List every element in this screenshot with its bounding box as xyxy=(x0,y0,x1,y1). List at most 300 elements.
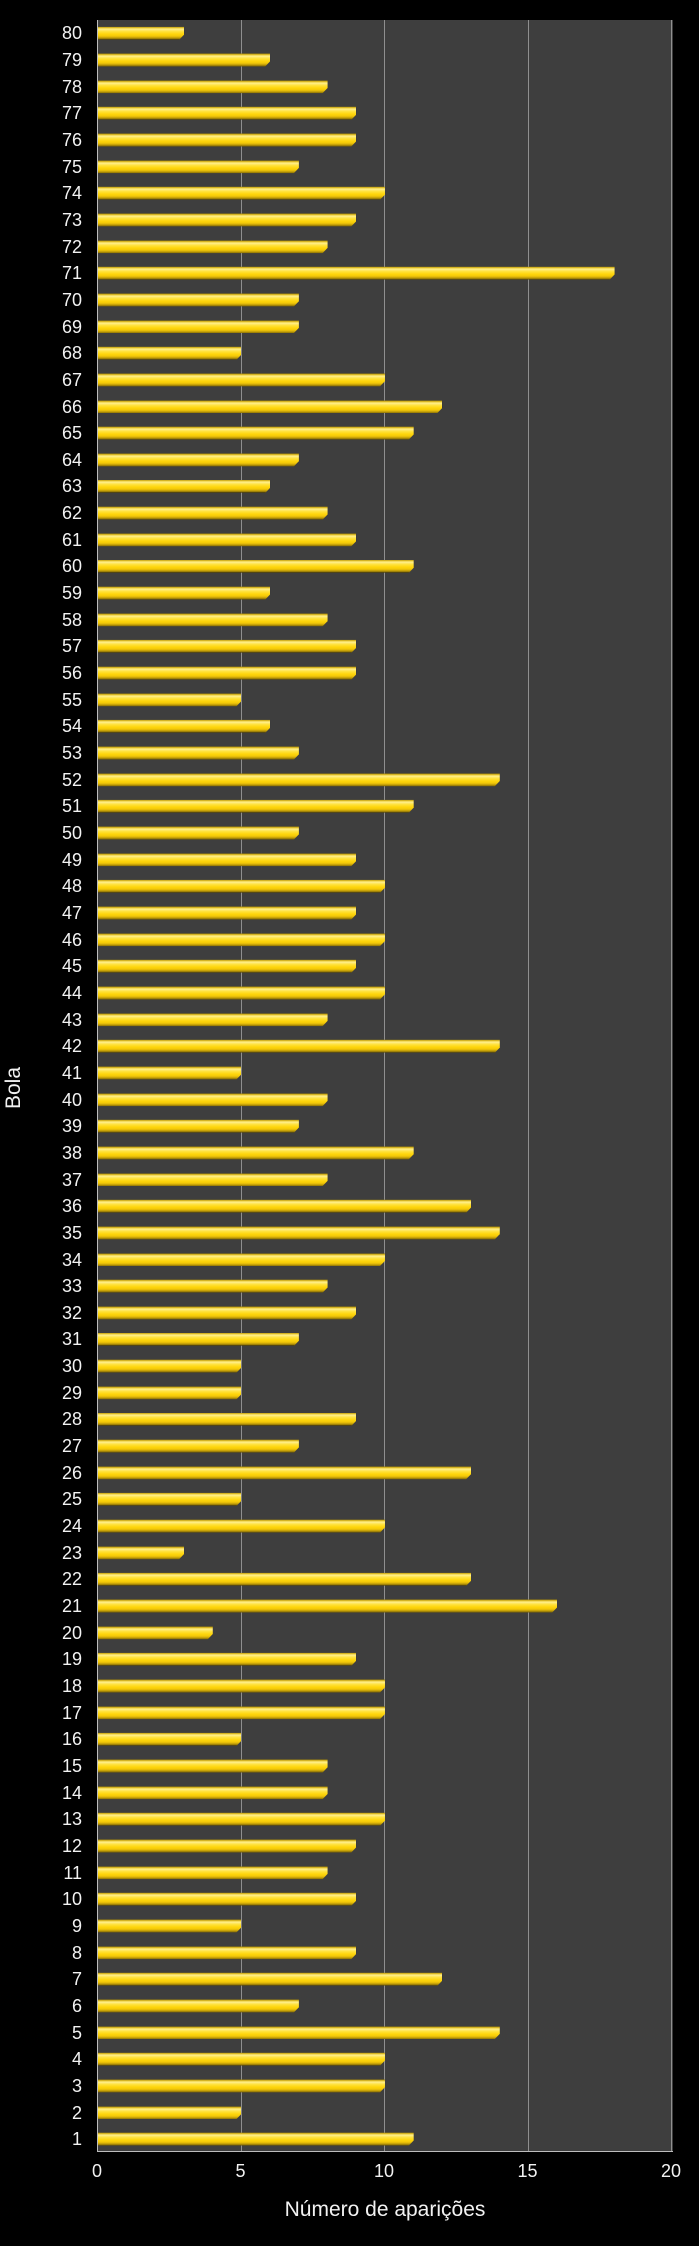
bar-track xyxy=(97,1779,673,1806)
bar-row xyxy=(0,953,673,980)
bar-row xyxy=(0,1379,673,1406)
bar-row xyxy=(0,73,673,100)
bar-track xyxy=(97,393,673,420)
bar-ball-70 xyxy=(98,293,299,306)
bar-ball-2 xyxy=(98,2106,241,2119)
bar-ball-34 xyxy=(98,1253,385,1266)
bar-track xyxy=(97,2046,673,2073)
bar-ball-20 xyxy=(98,1626,213,1639)
bar-track xyxy=(97,793,673,820)
bar-ball-21 xyxy=(98,1600,557,1613)
y-tick-label: 78 xyxy=(61,76,82,97)
bar-row xyxy=(0,1886,673,1913)
bar-track xyxy=(97,260,673,287)
bar-row xyxy=(0,233,673,260)
y-tick-label: 51 xyxy=(61,796,82,817)
y-tick-label: 29 xyxy=(61,1382,82,1403)
bar-track xyxy=(97,287,673,314)
bar-track xyxy=(97,553,673,580)
bar-row xyxy=(0,553,673,580)
bar-track xyxy=(97,686,673,713)
bar-row xyxy=(0,2073,673,2100)
bar-row xyxy=(0,2126,673,2153)
bar-track xyxy=(97,1513,673,1540)
y-tick-label: 14 xyxy=(61,1782,82,1803)
bar-track xyxy=(97,1699,673,1726)
bar-track xyxy=(97,1246,673,1273)
x-tick-label: 15 xyxy=(517,2161,538,2181)
bar-row xyxy=(0,473,673,500)
y-tick-label: 5 xyxy=(71,2022,82,2043)
bar-track xyxy=(97,207,673,234)
bar-ball-68 xyxy=(98,347,241,360)
bar-track xyxy=(97,953,673,980)
bar-row xyxy=(0,1779,673,1806)
y-tick-label: 10 xyxy=(61,1889,82,1910)
bar-track xyxy=(97,1433,673,1460)
bar-ball-35 xyxy=(98,1226,500,1239)
bar-track xyxy=(97,1566,673,1593)
bar-track xyxy=(97,820,673,847)
y-tick-label: 6 xyxy=(71,1995,82,2016)
y-tick-label: 34 xyxy=(61,1249,82,1270)
bar-row xyxy=(0,180,673,207)
bar-track xyxy=(97,73,673,100)
bar-row xyxy=(0,2019,673,2046)
bar-row xyxy=(0,1699,673,1726)
bar-track xyxy=(97,1486,673,1513)
bar-track xyxy=(97,1593,673,1620)
x-tick-label: 5 xyxy=(235,2161,246,2181)
bar-track xyxy=(97,1966,673,1993)
bar-track xyxy=(97,1406,673,1433)
bar-track xyxy=(97,1353,673,1380)
bar-row xyxy=(0,900,673,927)
bar-track xyxy=(97,526,673,553)
bar-ball-8 xyxy=(98,1946,356,1959)
bar-track xyxy=(97,1673,673,1700)
bar-row xyxy=(0,153,673,180)
y-tick-label: 31 xyxy=(61,1329,82,1350)
bar-row xyxy=(0,1273,673,1300)
bar-track xyxy=(97,20,673,47)
bar-row xyxy=(0,1833,673,1860)
y-tick-label: 43 xyxy=(61,1009,82,1030)
bar-track xyxy=(97,1326,673,1353)
bar-row xyxy=(0,1006,673,1033)
bar-track xyxy=(97,153,673,180)
y-tick-label: 21 xyxy=(61,1596,82,1617)
bar-row xyxy=(0,846,673,873)
y-tick-label: 35 xyxy=(61,1222,82,1243)
bar-ball-46 xyxy=(98,933,385,946)
bar-row xyxy=(0,447,673,474)
y-tick-label: 8 xyxy=(71,1942,82,1963)
bar-row xyxy=(0,873,673,900)
x-tick-label: 10 xyxy=(373,2161,394,2181)
bar-ball-1 xyxy=(98,2133,414,2146)
bar-row xyxy=(0,1486,673,1513)
y-tick-label: 40 xyxy=(61,1089,82,1110)
bar-row xyxy=(0,47,673,74)
bar-track xyxy=(97,580,673,607)
bar-track xyxy=(97,1886,673,1913)
bar-ball-67 xyxy=(98,373,385,386)
bar-track xyxy=(97,766,673,793)
bar-ball-75 xyxy=(98,160,299,173)
bar-track xyxy=(97,1086,673,1113)
y-tick-label: 54 xyxy=(61,716,82,737)
x-tick-label: 20 xyxy=(660,2161,681,2181)
bar-ball-29 xyxy=(98,1386,241,1399)
y-tick-label: 73 xyxy=(61,209,82,230)
y-tick-label: 58 xyxy=(61,609,82,630)
bar-track xyxy=(97,740,673,767)
y-tick-label: 48 xyxy=(61,876,82,897)
bar-ball-56 xyxy=(98,667,356,680)
bar-row xyxy=(0,1459,673,1486)
y-tick-label: 61 xyxy=(61,529,82,550)
bar-track xyxy=(97,1379,673,1406)
bar-row xyxy=(0,713,673,740)
bar-track xyxy=(97,1060,673,1087)
bar-row xyxy=(0,1593,673,1620)
bar-ball-16 xyxy=(98,1733,241,1746)
bar-track xyxy=(97,47,673,74)
y-tick-label: 41 xyxy=(61,1062,82,1083)
bar-row xyxy=(0,1300,673,1327)
bar-ball-30 xyxy=(98,1360,241,1373)
bar-row xyxy=(0,1060,673,1087)
y-tick-label: 79 xyxy=(61,49,82,70)
bar-track xyxy=(97,1193,673,1220)
bar-track xyxy=(97,1646,673,1673)
bar-row xyxy=(0,1220,673,1247)
y-tick-label: 68 xyxy=(61,343,82,364)
y-tick-label: 49 xyxy=(61,849,82,870)
bar-ball-63 xyxy=(98,480,270,493)
bar-track xyxy=(97,1459,673,1486)
bar-row xyxy=(0,1966,673,1993)
bar-ball-49 xyxy=(98,853,356,866)
bar-track xyxy=(97,926,673,953)
bar-ball-37 xyxy=(98,1173,328,1186)
bar-ball-77 xyxy=(98,107,356,120)
bar-track xyxy=(97,2019,673,2046)
bar-row xyxy=(0,793,673,820)
bar-row xyxy=(0,420,673,447)
bar-ball-36 xyxy=(98,1200,471,1213)
bar-row xyxy=(0,1566,673,1593)
bar-row xyxy=(0,1673,673,1700)
bar-track xyxy=(97,340,673,367)
y-tick-label: 75 xyxy=(61,156,82,177)
bar-rows xyxy=(0,20,673,2152)
bar-ball-19 xyxy=(98,1653,356,1666)
bar-track xyxy=(97,473,673,500)
bar-ball-62 xyxy=(98,507,328,520)
y-tick-label: 64 xyxy=(61,449,82,470)
bar-track xyxy=(97,1113,673,1140)
bar-ball-28 xyxy=(98,1413,356,1426)
bar-track xyxy=(97,1859,673,1886)
bar-ball-12 xyxy=(98,1839,356,1852)
y-axis-title: Bola xyxy=(2,1066,25,1110)
bar-track xyxy=(97,2099,673,2126)
bar-ball-41 xyxy=(98,1066,241,1079)
y-tick-label: 44 xyxy=(61,982,82,1003)
bar-row xyxy=(0,1513,673,1540)
bar-track xyxy=(97,233,673,260)
bar-track xyxy=(97,1539,673,1566)
y-tick-label: 72 xyxy=(61,236,82,257)
bar-row xyxy=(0,367,673,394)
bar-ball-9 xyxy=(98,1919,241,1932)
bar-track xyxy=(97,1726,673,1753)
y-tick-label: 53 xyxy=(61,743,82,764)
bar-ball-60 xyxy=(98,560,414,573)
y-tick-label: 36 xyxy=(61,1196,82,1217)
x-axis-title: Número de aparições xyxy=(284,2198,486,2221)
bar-row xyxy=(0,207,673,234)
y-tick-label: 71 xyxy=(61,263,82,284)
bar-ball-47 xyxy=(98,906,356,919)
bar-row xyxy=(0,1033,673,1060)
bar-row xyxy=(0,686,673,713)
bar-track xyxy=(97,127,673,154)
y-tick-label: 60 xyxy=(61,556,82,577)
bar-ball-40 xyxy=(98,1093,328,1106)
bar-row xyxy=(0,1939,673,1966)
bar-ball-7 xyxy=(98,1973,442,1986)
y-tick-label: 9 xyxy=(71,1915,82,1936)
y-tick-label: 33 xyxy=(61,1276,82,1297)
y-tick-label: 76 xyxy=(61,129,82,150)
bar-ball-13 xyxy=(98,1813,385,1826)
bar-ball-15 xyxy=(98,1759,328,1772)
bar-row xyxy=(0,127,673,154)
y-tick-label: 2 xyxy=(71,2102,82,2123)
y-tick-label: 28 xyxy=(61,1409,82,1430)
bar-row xyxy=(0,1193,673,1220)
y-tick-label: 13 xyxy=(61,1809,82,1830)
bar-track xyxy=(97,367,673,394)
bar-row xyxy=(0,287,673,314)
bar-ball-27 xyxy=(98,1440,299,1453)
bar-row xyxy=(0,1859,673,1886)
bar-ball-42 xyxy=(98,1040,500,1053)
bar-track xyxy=(97,846,673,873)
x-tick-label: 0 xyxy=(91,2161,103,2181)
bar-track xyxy=(97,2126,673,2153)
bar-row xyxy=(0,820,673,847)
bar-row xyxy=(0,1086,673,1113)
y-tick-label: 7 xyxy=(71,1969,82,1990)
y-tick-label: 56 xyxy=(61,663,82,684)
y-tick-label: 32 xyxy=(61,1302,82,1323)
bar-ball-61 xyxy=(98,533,356,546)
y-tick-label: 77 xyxy=(61,103,82,124)
bar-row xyxy=(0,660,673,687)
bar-ball-54 xyxy=(98,720,270,733)
bar-track xyxy=(97,1833,673,1860)
bar-ball-6 xyxy=(98,1999,299,2012)
bar-track xyxy=(97,1913,673,1940)
bar-track xyxy=(97,1220,673,1247)
bar-ball-57 xyxy=(98,640,356,653)
bar-track xyxy=(97,1033,673,1060)
y-tick-label: 69 xyxy=(61,316,82,337)
y-tick-label: 80 xyxy=(61,23,82,44)
bar-row xyxy=(0,20,673,47)
bar-ball-5 xyxy=(98,2026,500,2039)
bar-track xyxy=(97,1166,673,1193)
bar-row xyxy=(0,500,673,527)
bar-track xyxy=(97,606,673,633)
bar-ball-74 xyxy=(98,187,385,200)
bar-ball-33 xyxy=(98,1280,328,1293)
y-tick-label: 19 xyxy=(61,1649,82,1670)
y-tick-label: 17 xyxy=(61,1702,82,1723)
bar-ball-52 xyxy=(98,773,500,786)
y-tick-label: 47 xyxy=(61,902,82,923)
bar-row xyxy=(0,1353,673,1380)
y-tick-label: 70 xyxy=(61,289,82,310)
bar-ball-24 xyxy=(98,1520,385,1533)
bar-ball-58 xyxy=(98,613,328,626)
bar-row xyxy=(0,1246,673,1273)
bar-row xyxy=(0,393,673,420)
bar-ball-73 xyxy=(98,213,356,226)
bar-row xyxy=(0,1539,673,1566)
y-tick-label: 55 xyxy=(61,689,82,710)
y-tick-label: 1 xyxy=(71,2129,82,2150)
bar-ball-4 xyxy=(98,2053,385,2066)
bar-row xyxy=(0,1913,673,1940)
y-tick-label: 4 xyxy=(71,2049,82,2070)
bar-row xyxy=(0,980,673,1007)
y-tick-label: 62 xyxy=(61,503,82,524)
y-tick-label: 20 xyxy=(61,1622,82,1643)
bar-row xyxy=(0,1646,673,1673)
bar-track xyxy=(97,900,673,927)
bar-ball-80 xyxy=(98,27,184,40)
bar-row xyxy=(0,1806,673,1833)
bar-ball-55 xyxy=(98,693,241,706)
bar-row xyxy=(0,100,673,127)
bar-ball-45 xyxy=(98,960,356,973)
bar-ball-65 xyxy=(98,427,414,440)
bar-row xyxy=(0,580,673,607)
bar-ball-26 xyxy=(98,1466,471,1479)
bar-track xyxy=(97,1300,673,1327)
bar-row xyxy=(0,2046,673,2073)
bar-track xyxy=(97,1753,673,1780)
bar-row xyxy=(0,606,673,633)
bar-row xyxy=(0,926,673,953)
bar-ball-3 xyxy=(98,2079,385,2092)
bar-track xyxy=(97,1273,673,1300)
y-tick-label: 25 xyxy=(61,1489,82,1510)
bar-row xyxy=(0,766,673,793)
bar-row xyxy=(0,1113,673,1140)
y-tick-label: 38 xyxy=(61,1142,82,1163)
y-tick-label: 59 xyxy=(61,583,82,604)
bar-row xyxy=(0,1726,673,1753)
bar-ball-59 xyxy=(98,587,270,600)
y-tick-label: 26 xyxy=(61,1462,82,1483)
bar-ball-50 xyxy=(98,827,299,840)
bar-row xyxy=(0,1326,673,1353)
bar-ball-44 xyxy=(98,986,385,999)
bar-row xyxy=(0,260,673,287)
bar-ball-48 xyxy=(98,880,385,893)
bar-ball-17 xyxy=(98,1706,385,1719)
bar-ball-79 xyxy=(98,53,270,66)
y-tick-label: 42 xyxy=(61,1036,82,1057)
y-tick-label: 74 xyxy=(61,183,82,204)
y-tick-label: 12 xyxy=(61,1835,82,1856)
bar-ball-22 xyxy=(98,1573,471,1586)
bar-track xyxy=(97,713,673,740)
bar-track xyxy=(97,1140,673,1167)
bar-track xyxy=(97,660,673,687)
y-tick-label: 3 xyxy=(71,2075,82,2096)
bar-row xyxy=(0,2099,673,2126)
y-tick-label: 50 xyxy=(61,823,82,844)
bar-ball-32 xyxy=(98,1306,356,1319)
bar-track xyxy=(97,420,673,447)
y-tick-label: 22 xyxy=(61,1569,82,1590)
bar-row xyxy=(0,633,673,660)
y-tick-label: 39 xyxy=(61,1116,82,1137)
y-tick-label: 63 xyxy=(61,476,82,497)
bar-track xyxy=(97,980,673,1007)
bar-row xyxy=(0,1433,673,1460)
y-tick-label: 27 xyxy=(61,1436,82,1457)
bar-track xyxy=(97,447,673,474)
bar-row xyxy=(0,1406,673,1433)
bar-track xyxy=(97,1006,673,1033)
bar-row xyxy=(0,340,673,367)
bar-ball-31 xyxy=(98,1333,299,1346)
bar-ball-23 xyxy=(98,1546,184,1559)
bar-ball-78 xyxy=(98,80,328,93)
bar-track xyxy=(97,1939,673,1966)
bar-ball-76 xyxy=(98,133,356,146)
y-tick-label: 24 xyxy=(61,1516,82,1537)
bar-ball-66 xyxy=(98,400,442,413)
bar-row xyxy=(0,1993,673,2020)
bar-ball-51 xyxy=(98,800,414,813)
bar-row xyxy=(0,313,673,340)
bar-track xyxy=(97,313,673,340)
y-tick-label: 45 xyxy=(61,956,82,977)
y-tick-label: 23 xyxy=(61,1542,82,1563)
bar-row xyxy=(0,526,673,553)
bar-row xyxy=(0,1140,673,1167)
y-tick-label: 16 xyxy=(61,1729,82,1750)
bar-track xyxy=(97,1993,673,2020)
y-tick-label: 65 xyxy=(61,423,82,444)
bar-ball-11 xyxy=(98,1866,328,1879)
bar-ball-10 xyxy=(98,1893,356,1906)
y-tick-label: 52 xyxy=(61,769,82,790)
bar-track xyxy=(97,2073,673,2100)
bar-ball-39 xyxy=(98,1120,299,1133)
y-tick-label: 46 xyxy=(61,929,82,950)
bar-track xyxy=(97,180,673,207)
